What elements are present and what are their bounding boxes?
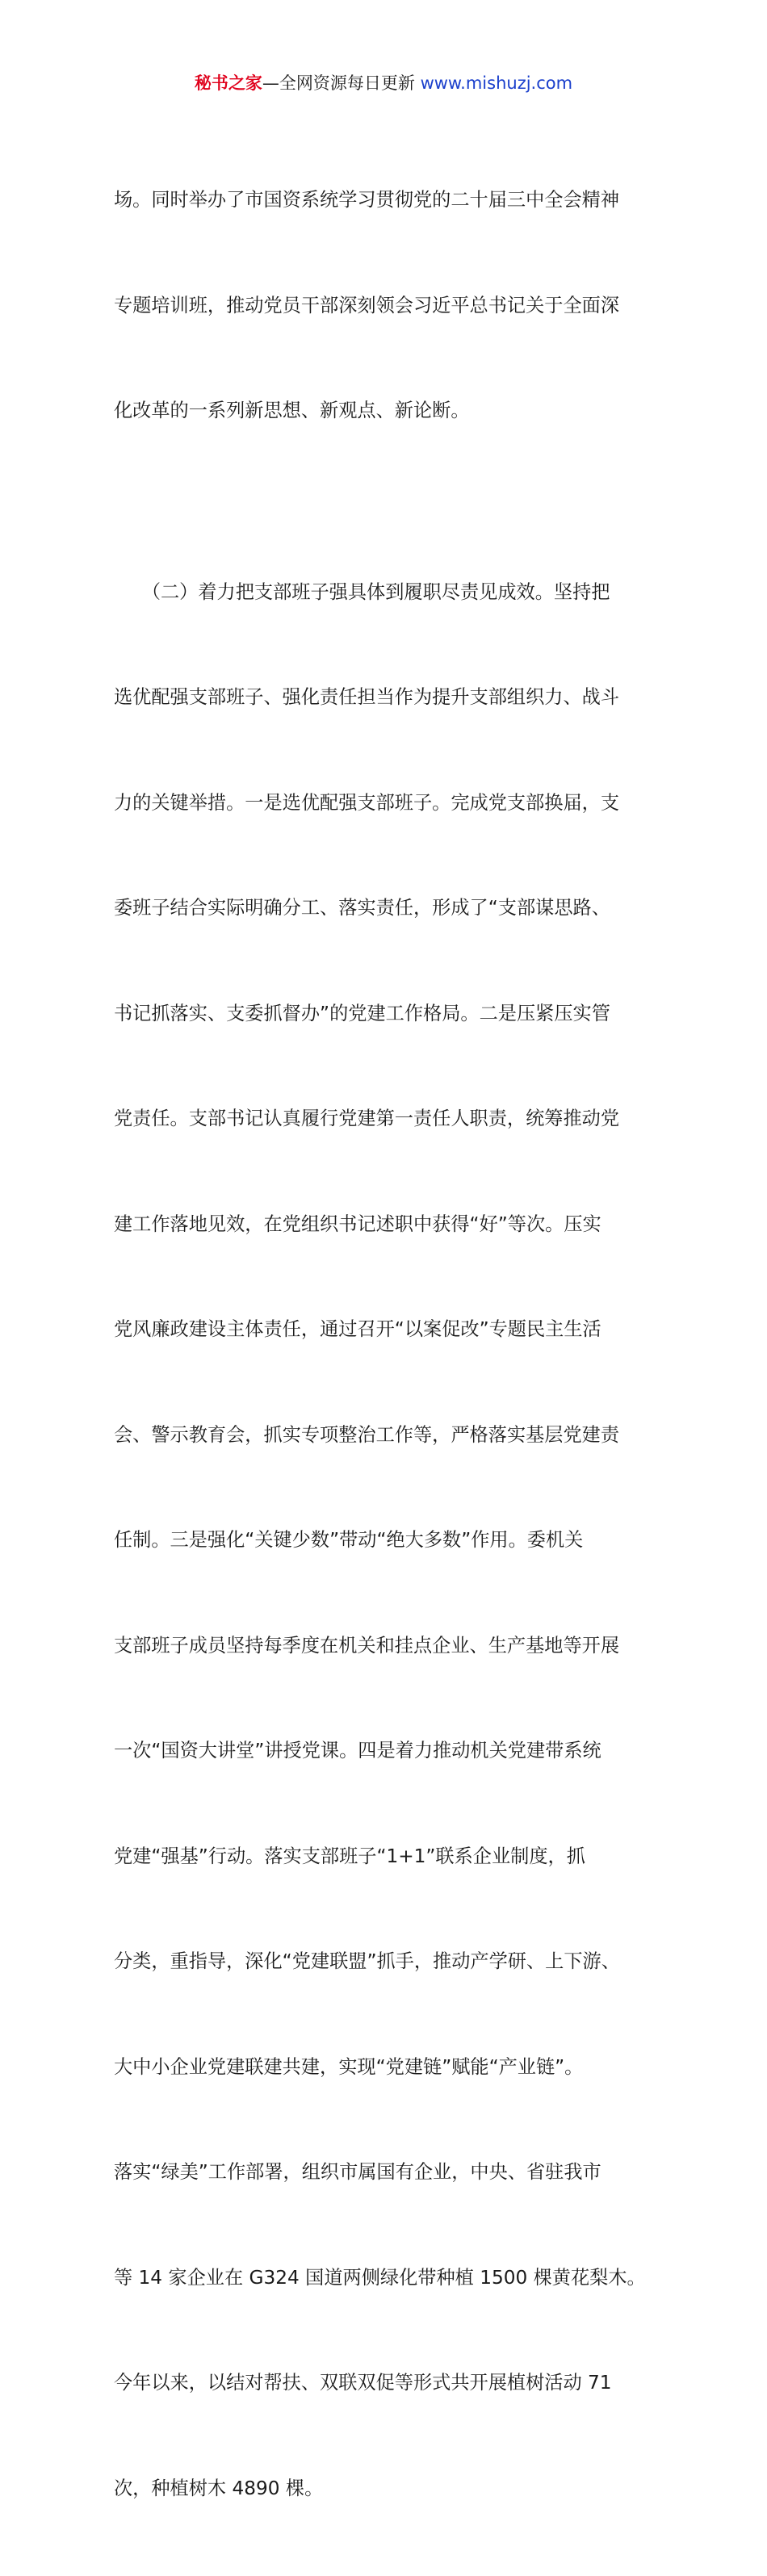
text-line: 一次“国资大讲堂”讲授党课。四是着力推动机关党建带系统 <box>114 1733 659 1769</box>
text-line: 落实“绿美”工作部署，组织市属国有企业，中央、省驻我市 <box>114 2155 659 2190</box>
document-body <box>114 112 659 2576</box>
text-line: 次，种植树木 4890 棵。 <box>114 2471 659 2507</box>
text-line: 化改革的一系列新思想、新观点、新论断。 <box>114 393 659 429</box>
text-line: 会、警示教育会，抓实专项整治工作等，严格落实基层党建责 <box>114 1418 659 1453</box>
text-line: 等 14 家企业在 G324 国道两侧绿化带种植 1500 棵黄花梨木。 <box>114 2260 659 2296</box>
text-line: （二）着力把支部班子强具体到履职尽责见成效。坚持把 <box>114 575 659 610</box>
text-line: 党建“强基”行动。落实支部班子“1+1”联系企业制度，抓 <box>114 1839 659 1874</box>
text-line: 大中小企业党建联建共建，实现“党建链”赋能“产业链”。 <box>114 2050 659 2085</box>
site-url-link[interactable]: www.mishuzj.com <box>421 73 573 93</box>
text-line: 党责任。支部书记认真履行党建第一责任人职责，统筹推动党 <box>114 1101 659 1137</box>
site-tagline: —全网资源每日更新 <box>262 73 421 93</box>
paragraph-2 <box>114 505 659 2576</box>
text-line: 选优配强支部班子、强化责任担当作为提升支部组织力、战斗 <box>114 680 659 715</box>
text-line: 专题培训班，推动党员干部深刻领会习近平总书记关于全面深 <box>114 288 659 324</box>
site-brand: 秘书之家 <box>195 73 262 93</box>
text-line: 今年以来，以结对帮扶、双联双促等形式共开展植树活动 71 <box>114 2365 659 2401</box>
text-line: 委班子结合实际明确分工、落实责任，形成了“支部谋思路、 <box>114 890 659 926</box>
text-line: 党风廉政建设主体责任，通过召开“以案促改”专题民主生活 <box>114 1312 659 1347</box>
text-line: 建工作落地见效，在党组织书记述职中获得“好”等次。压实 <box>114 1207 659 1242</box>
text-line: 支部班子成员坚持每季度在机关和挂点企业、生产基地等开展 <box>114 1628 659 1664</box>
paragraph-1 <box>114 112 659 499</box>
text-line: 力的关键举措。一是选优配强支部班子。完成党支部换届，支 <box>114 785 659 821</box>
page-header <box>0 71 767 95</box>
text-line: 场。同时举办了市国资系统学习贯彻党的二十届三中全会精神 <box>114 182 659 218</box>
text-line: 书记抓落实、支委抓督办”的党建工作格局。二是压紧压实管 <box>114 996 659 1032</box>
paragraph-gap <box>114 499 659 505</box>
text-line: 分类，重指导，深化“党建联盟”抓手，推动产学研、上下游、 <box>114 1944 659 1979</box>
text-line: 任制。三是强化“关键少数”带动“绝大多数”作用。委机关 <box>114 1523 659 1558</box>
